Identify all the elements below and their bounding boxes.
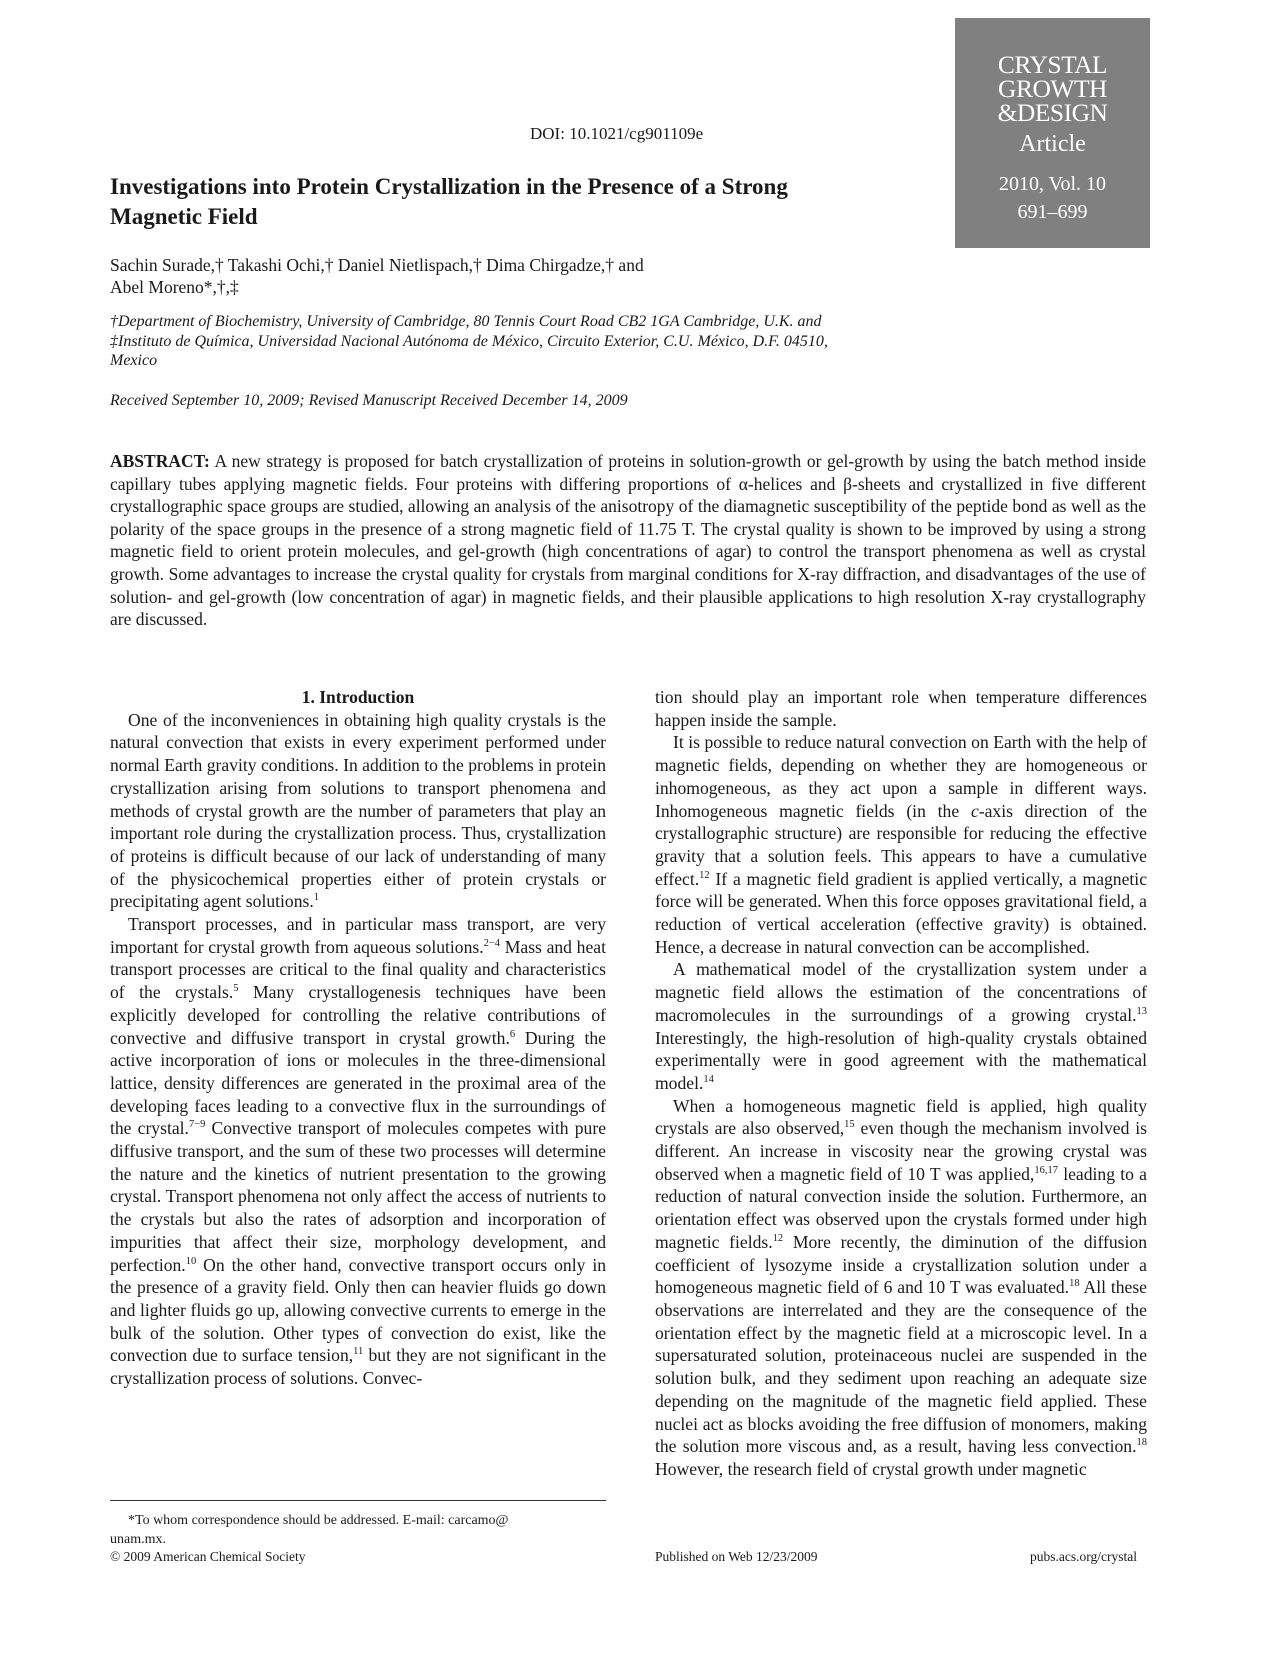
citation[interactable]: 2−4 — [483, 937, 501, 949]
doi[interactable]: DOI: 10.1021/cg901109e — [530, 124, 704, 143]
column-right — [655, 686, 1147, 1481]
citation[interactable]: 13 — [1136, 1005, 1147, 1017]
citation[interactable]: 12 — [699, 869, 710, 881]
copyright: © 2009 American Chemical Society — [110, 1549, 306, 1564]
abstract-label: ABSTRACT: — [110, 451, 210, 471]
column-left — [110, 686, 606, 1390]
citation[interactable]: 6 — [509, 1028, 516, 1040]
page-range: 691–699 — [1017, 201, 1088, 223]
footnote-line-1: *To whom correspondence should be addressed. E-mail: carcamo@ — [128, 1513, 509, 1528]
received-dates: Received September 10, 2009; Revised Manuscript Received December 14, 2009 — [110, 392, 628, 409]
abstract — [110, 450, 1146, 631]
citation[interactable]: 16,17 — [1034, 1164, 1058, 1176]
footnote-divider — [110, 1500, 606, 1501]
citation[interactable]: 10 — [185, 1255, 197, 1267]
citation[interactable]: 15 — [844, 1119, 855, 1131]
journal-logo — [955, 18, 1150, 248]
article-type: Article — [1019, 131, 1086, 157]
journal-name-line2: GROWTH — [998, 74, 1107, 103]
section-heading: 1. Introduction — [301, 687, 415, 707]
paragraph: tion should play an important role when temperature differences happen inside the sample. — [655, 687, 1147, 730]
volume-info: 2010, Vol. 10 — [998, 173, 1107, 195]
paragraph: A mathematical model of the crystallization system under a magnetic field allows the estimation of the concentrations of macromolecules in the surroundings of a growing crystal.$^{13}$ Interestingly, the high-resolution of high-quality crystals obtained experimentally were in good agreement with the mathematical model.$^{14}$ — [655, 959, 1147, 1093]
correspondence-footnote — [110, 1512, 606, 1549]
paragraph: When a homogeneous magnetic field is applied, high quality crystals are also observed,$^{15}$ even though the mechanism involved is different. An increase in viscosity near the growing crystal was observed when a magnetic field of 10 T was applied,$^{16,17}$ leading to a reduction of natural convection inside the solution. Furthermore, an orientation effect was observed upon the crystals formed under high magnetic fields.$^{12}$ More recently, the diminution of the diffusion coefficient of lysozyme inside a crystallization solution under a homogeneous magnetic field of 6 and 10 T was evaluated.$^{18}$ All these observations are interrelated and they are the consequence of the orientation effect by the magnetic field at a microscopic level. In a supersaturated solution, proteinaceous nuclei are suspended in the solution bulk, and they sediment upon reaching an adequate size depending on the magnitude of the magnetic field applied. These nuclei act as blocks avoiding the free diffusion of monomers, making the solution more viscous and, as a result, having less convection.$^{18}$ However, the research field of crystal growth under magnetic — [655, 1095, 1147, 1479]
citation[interactable]: 1 — [313, 892, 320, 904]
abstract-text: A new strategy is proposed for batch crystallization of proteins in solution-growth or gel-growth by using the batch method inside capillary tubes applying magnetic fields. Four proteins with differing proportions of α-helices and β-sheets and crystallized in five different crystallographic space groups are studied, allowing an analysis of the anisotropy of the diamagnetic susceptibility of the peptide bond as well as the polarity of the space groups in the presence of a strong magnetic field of 11.75 T. The crystal quality is shown to be improved by using a strong magnetic field to orient protein molecules, and gel-growth (high concentrations of agar) to control the transport phenomena as well as crystal growth. Some advantages to increase the crystal quality for crystals from marginal conditions for X-ray diffraction, and disadvantages of the use of solution- and gel-growth (low concentration of agar) in magnetic fields, and their plausible applications to high resolution X-ray crystallography are discussed. — [110, 451, 1146, 630]
journal-name-line1: CRYSTAL — [997, 50, 1108, 79]
authors-line-1: Sachin Surade,† Takashi Ochi,† Daniel Nietlispach,† Dima Chirgadze,† and — [110, 255, 644, 275]
citation[interactable]: 14 — [703, 1073, 714, 1085]
journal-name-line3: &DESIGN — [997, 98, 1108, 127]
journal-url[interactable]: pubs.acs.org/crystal — [1030, 1549, 1137, 1564]
paragraph: It is possible to reduce natural convection on Earth with the help of magnetic fields, depending on whether they are homogeneous or inhomogeneous, as they act upon a sample in different ways. Inhomogeneous magnetic fields (in the c-axis direction of the crystallographic structure) are responsible for reducing the effective gravity that a solution feels. This appears to have a cumulative effect.$^{12}$ If a magnetic field gradient is applied vertically, a magnetic force will be generated. When this force opposes gravitational field, a reduction of vertical acceleration (effective gravity) is obtained. Hence, a decrease in natural convection can be accomplished. — [655, 732, 1147, 957]
citation[interactable]: 7−9 — [188, 1119, 206, 1131]
authors-line-2: Abel Moreno*,†,‡ — [110, 277, 239, 297]
affiliations: †Department of Biochemistry, University of Cambridge, 80 Tennis Court Road CB2 1GA Cambridge, U.K. and ‡Instituto de Química, Universidad Nacional Autónoma de México, Circuito Exterior, C.U. México, D.F. 04510, Mexico — [110, 313, 828, 369]
paper-title: Investigations into Protein Crystallization in the Presence of a Strong Magnetic Field — [110, 174, 788, 229]
footnote-line-2[interactable]: unam.mx. — [110, 1531, 166, 1547]
citation[interactable]: 18 — [1136, 1437, 1147, 1449]
citation[interactable]: 5 — [233, 983, 239, 995]
citation[interactable]: 11 — [353, 1346, 364, 1358]
paragraph: Transport processes, and in particular mass transport, are very important for crystal growth from aqueous solutions.$^{2-4}$ Mass and heat transport processes are critical to the final quality and characteristics of the crystals.$^5$ Many crystallogenesis techniques have been explicitly developed for controlling the relative contributions of convective and diffusive transport in crystal growth.$^6$ During the active incorporation of ions or molecules in the three-dimensional lattice, density differences are generated in the proximal area of the developing faces leading to a convective flux in the surroundings of the crystal.$^{7-9}$ Convective transport of molecules competes with pure diffusive transport, and the sum of these two processes will determine the nature and the kinetics of nutrient presentation to the growing crystal. Transport phenomena not only affect the access of nutrients to the crystals but also the rates of adsorption and incorporation of impurities that affect their size, morphology development, and perfection.$^{10}$ On the other hand, convective transport occurs only in the presence of a gravity field. Only then can heavier fluids go down and lighter fluids go up, allowing convective currents to emerge in the bulk of the solution. Other types of convection do exist, like the convection due to surface tension,$^{11}$ but they are not significant in the crystallization process of solutions. Convec- — [110, 914, 607, 1389]
publication-date: Published on Web 12/23/2009 — [655, 1549, 818, 1564]
author-list — [110, 254, 810, 298]
citation[interactable]: 18 — [1069, 1278, 1080, 1290]
paragraph: One of the inconveniences in obtaining high quality crystals is the natural convection that exists in every experiment performed under normal Earth gravity conditions. In addition to the problems in protein crystallization arising from solutions to transport phenomena and methods of crystal growth are the number of parameters that play an important role during the crystallization process. Thus, crystallization of proteins is difficult because of our lack of understanding of many of the physicochemical properties either of protein crystals or precipitating agent solutions.$^1$ — [110, 709, 606, 912]
citation[interactable]: 12 — [772, 1232, 784, 1244]
